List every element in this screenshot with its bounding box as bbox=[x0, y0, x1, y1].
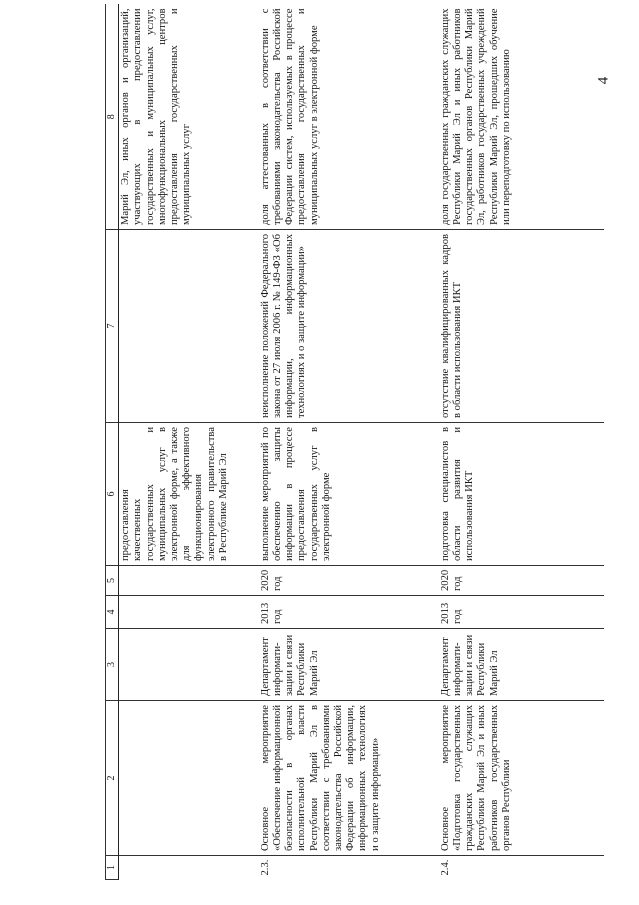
table-row bbox=[259, 5, 439, 880]
column-number: 1 bbox=[106, 856, 119, 880]
indicator-link: доля аттестованных в соответствии с требованиями законодательства Российской Федерации систем, используемых в процессе предоставления государственных и муниципальных услуг в электронной форме bbox=[259, 8, 320, 225]
executor: Департамент информати-зации и связи Республики Марий Эл bbox=[439, 629, 604, 701]
indicator-link: доля государственных гражданских служащих Республики Марий Эл и иных работников государственных органов Республики Марий Эл, работников государственных учреждений Республики Марий Эл, прошедших обучение или переподготовку по использованию bbox=[439, 8, 512, 225]
column-number: 5 bbox=[106, 566, 119, 596]
column-number: 6 bbox=[106, 423, 119, 566]
activity-name bbox=[119, 701, 259, 856]
consequences: отсутствие квалифицированных кадров в области использования ИКТ bbox=[439, 230, 604, 423]
row-number bbox=[119, 856, 259, 880]
column-number: 4 bbox=[106, 596, 119, 629]
executor bbox=[119, 629, 259, 701]
column-number: 7 bbox=[106, 230, 119, 423]
activity-name: Основное мероприятие «Подготовка государственных гражданских служащих Республики Марий Эл и иных работников государственных органов Республики bbox=[439, 701, 604, 856]
page-number: 4 bbox=[595, 76, 612, 85]
row-number: 2.3. bbox=[259, 856, 439, 880]
end-year bbox=[119, 566, 259, 596]
column-number: 3 bbox=[106, 629, 119, 701]
expected-result: подготовка специалистов в области развития и использования ИКТ bbox=[439, 423, 604, 566]
executor: Департамент информати-зации и связи Республики Марий Эл bbox=[259, 629, 439, 701]
program-activities-table-rotated bbox=[105, 5, 603, 880]
expected-result: предоставления качественных государственных и муниципальных услуг в электронной форме, а также для эффективного функционирования электронного правительства в Республике Марий Эл bbox=[119, 423, 259, 566]
table-row bbox=[119, 5, 259, 880]
expected-result: выполнение мероприятий по обеспечению защиты информации в процессе предоставления государственных услуг в электронной форме bbox=[259, 423, 439, 566]
end-year: 2020 год bbox=[439, 566, 604, 596]
program-activities-table bbox=[105, 5, 604, 881]
column-number-row bbox=[106, 5, 119, 880]
consequences: неисполнение положений Федерального закона от 27 июля 2006 г. № 149-ФЗ «Об информации, информационных технологиях и о защите информации» bbox=[259, 230, 439, 423]
activity-name: Основное мероприятие «Обеспечение информационной безопасности в органах исполнительной власти Республики Марий Эл в соответствии с требованиями законодательства Российской Федерации об информации, информационных технологиях и о защите информации» bbox=[259, 701, 439, 856]
start-year bbox=[119, 596, 259, 629]
indicator-link: Марий Эл, иных органов и организаций, участвующих в предоставлении государственных и муниципальных услуг, многофункциональных центров предоставления государственных и муниципальных услуг bbox=[120, 8, 193, 225]
end-year: 2020 год bbox=[259, 566, 439, 596]
consequences bbox=[119, 230, 259, 423]
column-number: 2 bbox=[106, 701, 119, 856]
row-number: 2.4. bbox=[439, 856, 604, 880]
column-number: 8 bbox=[106, 5, 119, 230]
start-year: 2013 год bbox=[439, 596, 604, 629]
table-row bbox=[439, 5, 604, 880]
start-year: 2013 год bbox=[259, 596, 439, 629]
